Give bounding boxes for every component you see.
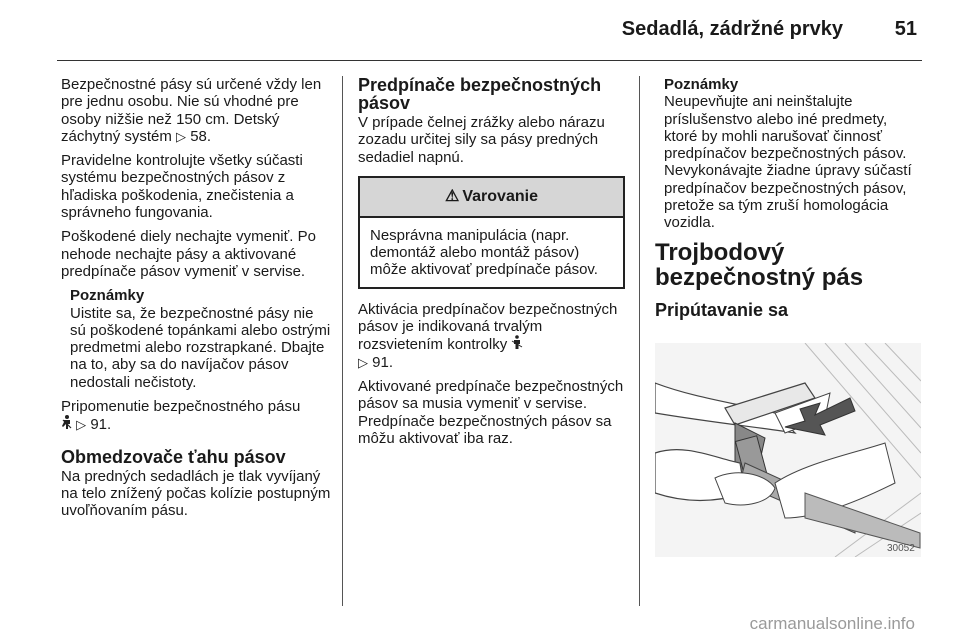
- warning-title: Varovanie: [462, 188, 538, 206]
- note-box: [655, 76, 920, 232]
- page-header: [0, 0, 960, 56]
- chapter-heading: Trojbodový bezpečnostný pás: [655, 238, 864, 291]
- seatbelt-fastening-illustration: [655, 343, 921, 557]
- page-ref-icon: ▷: [176, 128, 187, 144]
- paragraph: Na predných sedadlách je tlak vyvíjaný na telo znížený počas kolízie postupným uvoľňovaním pásu.: [61, 467, 331, 520]
- chapter-title: Sedadlá, zádržné prvky: [621, 18, 843, 40]
- paragraph: Aktivácia predpínačov bezpečnostných pásov je indikovaná trvalým rozsvietením kontrolky ▷ 91.: [358, 300, 618, 371]
- note-text: Uistite sa, že bezpečnostné pásy nie sú poškodené topánkami alebo ostrými predmetmi alebo rozstrapkané. Dbajte na to, aby sa do navíjačov pásov nedostali nečistoty.: [70, 304, 331, 391]
- column-right: [655, 76, 920, 331]
- page-ref-icon: ▷: [76, 417, 87, 433]
- seatbelt-reminder-icon: [61, 415, 72, 429]
- column-divider: [639, 76, 640, 606]
- paragraph: Pravidelne kontrolujte všetky súčasti systému bezpečnostných pásov z hľadiska poškodenia, znečistenia a správneho fungovania.: [61, 152, 303, 222]
- figure-code: 30052: [887, 543, 915, 554]
- paragraph: Bezpečnostné pásy sú určené vždy len pre jednu osobu. Nie sú vhodné pre osoby nižšie než 150 cm. Detský záchytný systém ▷ 58.: [61, 76, 322, 145]
- subsection-heading: Pripútavanie sa: [655, 299, 789, 320]
- page-number: 51: [894, 18, 917, 40]
- header-divider: [57, 60, 922, 61]
- section-heading: Obmedzovače ťahu pásov: [61, 446, 286, 467]
- warning-text: Nesprávna manipulácia (napr. demontáž alebo montáž pásov) môže aktivovať predpínače pásov.: [370, 226, 598, 279]
- paragraph: Poškodené diely nechajte vymeniť. Po nehode nechajte pásy a aktivované predpínače pásov vymeniť v servise.: [61, 228, 316, 280]
- warning-box: [358, 176, 625, 289]
- column-left: [61, 76, 333, 527]
- note-title: Poznámky: [664, 76, 739, 93]
- note-title: Poznámky: [70, 287, 145, 305]
- paragraph: V prípade čelnej zrážky alebo nárazu zozadu určitej sily sa pásy predných sedadiel napnú.: [358, 114, 605, 166]
- page-ref-icon: ▷: [358, 354, 368, 370]
- note-box: [61, 287, 333, 391]
- paragraph: Aktivované predpínače bezpečnostných pásov sa musia vymeniť v servise. Predpínače bezpečnostných pásov sa môžu aktivovať iba raz.: [358, 377, 624, 447]
- airbag-seatbelt-indicator-icon: [511, 335, 523, 349]
- warning-triangle-icon: ⚠: [445, 188, 460, 206]
- watermark: carmanualsonline.info: [749, 614, 915, 633]
- column-divider: [342, 76, 343, 606]
- column-middle: [358, 76, 625, 454]
- warning-header: [360, 178, 623, 218]
- section-heading: Predpínače bezpečnostných pásov: [358, 75, 602, 113]
- note-text: Neupevňujte ani neinštalujte príslušenstvo alebo iné predmety, ktoré by mohli narušovať činnosť predpínačov bezpečnostných pásov. Nevykonávajte žiadne úpravy súčastí predpínačov bezpečnostných pásov, pretože sa tým zruší homologácia vozidla.: [664, 93, 912, 232]
- paragraph: Pripomenutie bezpečnostného pásu ▷ 91.: [61, 398, 301, 434]
